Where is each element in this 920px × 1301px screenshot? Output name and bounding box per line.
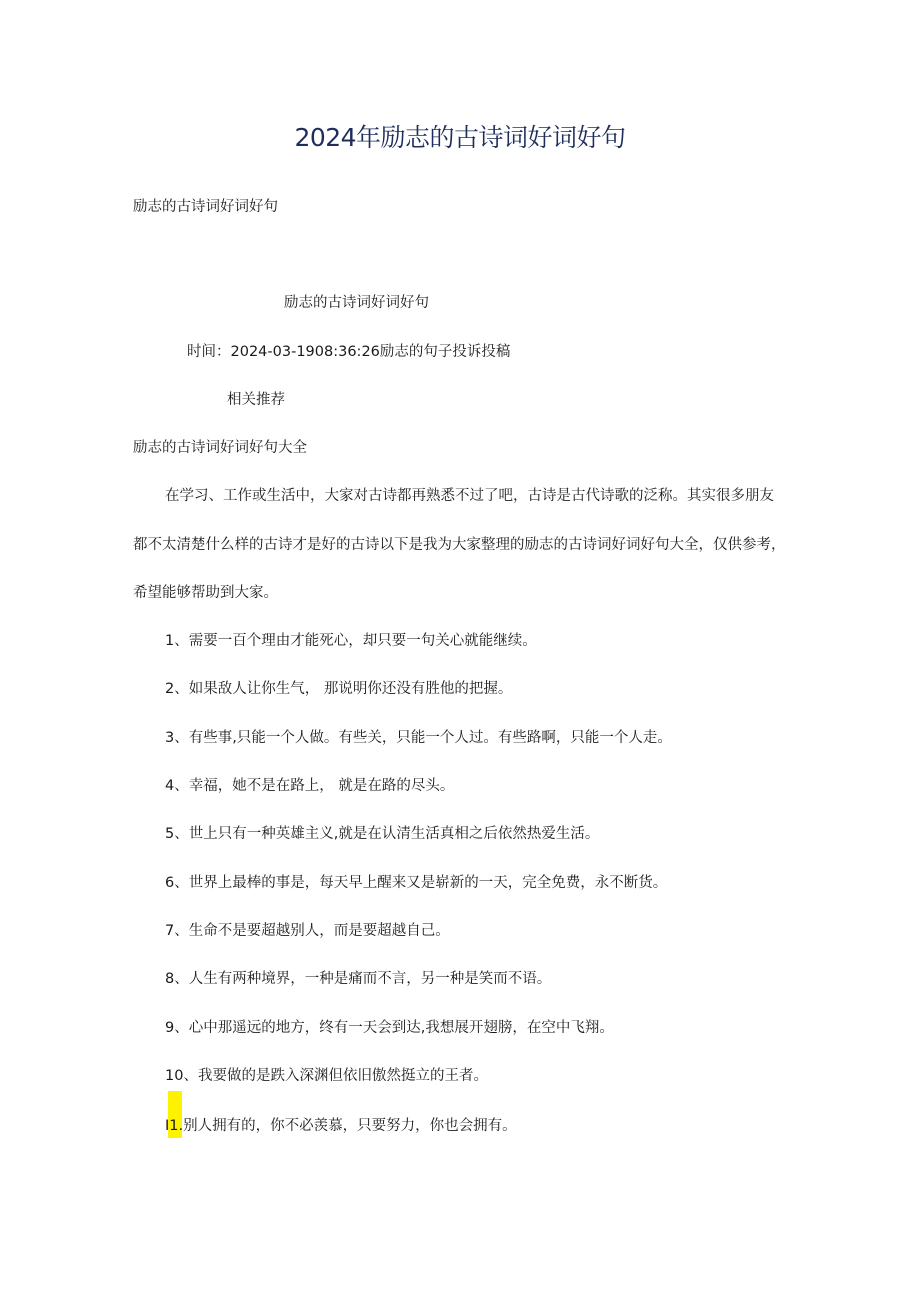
intro-paragraph-line: 在学习、工作或生活中，大家对古诗都再熟悉不过了吧，古诗是古代诗歌的泛称。其实很多朋友 xyxy=(165,488,774,504)
list-item: 2、如果敌人让你生气， 那说明你还没有胜他的把握。 xyxy=(165,681,513,697)
related-label: 相关推荐 xyxy=(227,392,285,408)
highlighted-number: I1. xyxy=(165,1118,184,1134)
list-item: 3、有些事,只能一个人做。有些关，只能一个人过。有些路啊，只能一个人走。 xyxy=(165,730,672,746)
list-item: 7、生命不是要超越别人，而是要超越自己。 xyxy=(165,923,450,939)
list-item: 9、心中那遥远的地方，终有一天会到达,我想展开翅膀，在空中飞翔。 xyxy=(165,1020,614,1036)
list-item: 5、世上只有一种英雄主义,就是在认清生活真相之后依然热爱生活。 xyxy=(165,826,600,842)
list-item: 8、人生有两种境界，一种是痛而不言，另一种是笑而不语。 xyxy=(165,971,552,987)
list-item: 4、幸福，她不是在路上， 就是在路的尽头。 xyxy=(165,778,455,794)
list-item: 10、我要做的是跌入深渊但依旧傲然挺立的王者。 xyxy=(165,1068,488,1084)
intro-paragraph-line: 都不太清楚什么样的古诗才是好的古诗以下是我为大家整理的励志的古诗词好词好句大全，仅供参考， xyxy=(133,537,786,553)
document-title: 2024年励志的古诗词好词好句 xyxy=(294,123,626,152)
list-item: 1、需要一百个理由才能死心，却只要一句关心就能继续。 xyxy=(165,633,537,649)
section-title: 励志的古诗词好词好句大全 xyxy=(133,440,307,456)
list-item-highlighted xyxy=(165,1116,517,1136)
meta-info: 时间：2024-03-1908:36:26励志的句子投诉投稿 xyxy=(187,344,511,360)
list-item-text: 别人拥有的，你不必羡慕，只要努力，你也会拥有。 xyxy=(183,1118,517,1134)
document-subtitle: 励志的古诗词好词好句 xyxy=(133,199,278,215)
intro-paragraph-line: 希望能够帮助到大家。 xyxy=(133,585,278,601)
center-heading: 励志的古诗词好词好句 xyxy=(284,295,429,311)
list-item: 6、世界上最棒的事是，每天早上醒来又是崭新的一天，完全免费，永不断货。 xyxy=(165,875,668,891)
